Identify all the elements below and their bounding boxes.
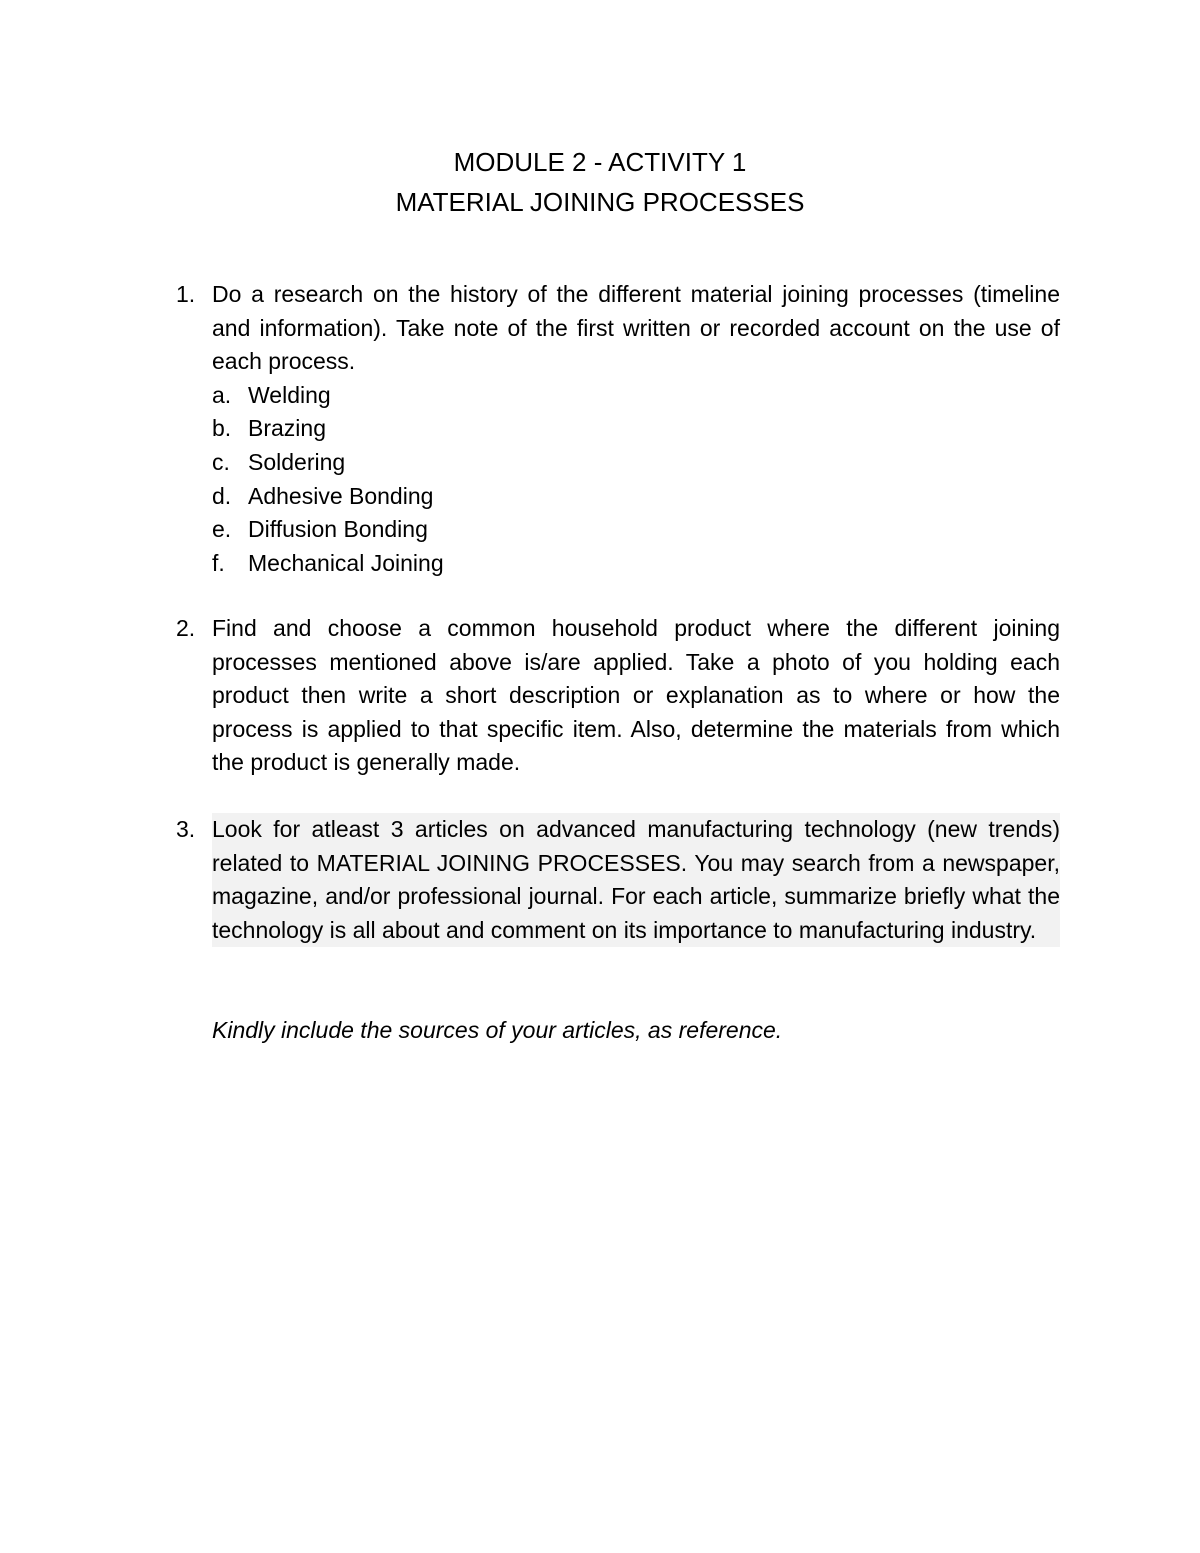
sublist-letter: f. (212, 549, 225, 576)
list-item-1 (176, 278, 1060, 580)
sublist-text: Diffusion Bonding (248, 516, 428, 543)
list-item-2 (176, 612, 1060, 780)
sublist-text: Welding (248, 381, 331, 408)
sublist-text: Mechanical Joining (248, 549, 444, 576)
item-number: 2. (176, 615, 196, 641)
sublist-item (212, 446, 1060, 480)
item-text: Do a research on the history of the different material joining processes (timeline and information). Take note of the first written or recorded account on the use of each process. (212, 281, 1060, 375)
sublist-item (212, 480, 1060, 514)
sublist-item (212, 379, 1060, 413)
sublist-letter: c. (212, 448, 230, 475)
reference-note: Kindly include the sources of your articles, as reference. (212, 1017, 783, 1043)
item-text: Find and choose a common household product where the different joining processes mentioned above is/are applied. Take a photo of you holding each product then write a short description or explanation as to where or how the process is applied to that specific item. Also, determine the materials from which the product is generally made. (212, 615, 1060, 776)
sublist-text: Soldering (248, 448, 346, 475)
sublist-letter: a. (212, 381, 232, 408)
sublist-letter: b. (212, 415, 232, 442)
item-text: Look for atleast 3 articles on advanced manufacturing technology (new trends) related to MATERIAL JOINING PROCESSES. You may search from a newspaper, magazine, and/or professional journal. For each article, summarize briefly what the technology is all about and comment on its importance to manufacturing industry. (212, 813, 1060, 947)
process-sublist (212, 379, 1060, 581)
sublist-item (212, 547, 1060, 581)
title-line-2: MATERIAL JOINING PROCESSES (395, 187, 805, 217)
title-line-1: MODULE 2 - ACTIVITY 1 (453, 147, 747, 177)
item-number: 3. (176, 816, 196, 842)
sublist-text: Brazing (248, 415, 326, 442)
sublist-item (212, 513, 1060, 547)
sublist-item (212, 412, 1060, 446)
item-number: 1. (176, 281, 196, 307)
sublist-letter: e. (212, 516, 232, 543)
sublist-letter: d. (212, 482, 232, 509)
sublist-text: Adhesive Bonding (248, 482, 434, 509)
list-item-3 (176, 813, 1060, 947)
